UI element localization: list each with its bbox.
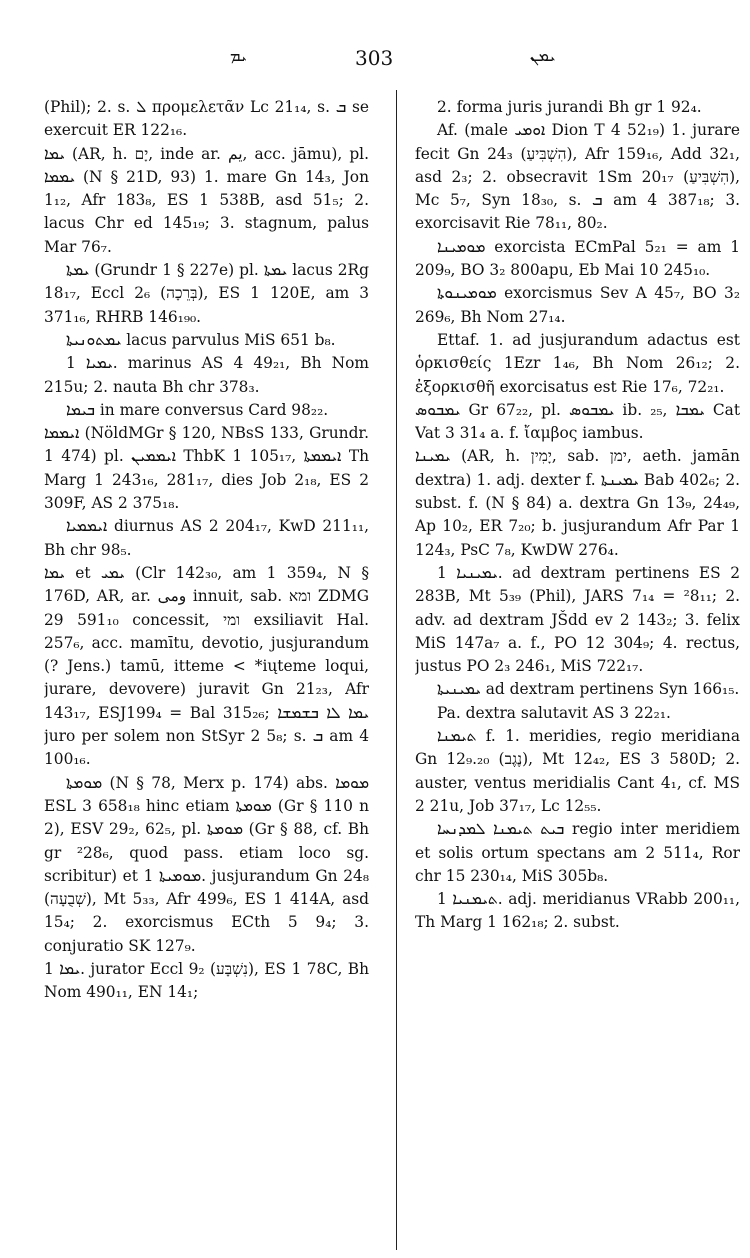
entry: ܝܡܝܢܝܬܐ ad dextram pertinens Syn 166₁₅. (437, 680, 740, 699)
entry: (Phil); 2. s. ܠ προμελετᾶν Lc 21₁₄, s. ܒ se exercuit ER 122₁₆. (44, 98, 369, 140)
page-number: 303 (355, 46, 394, 70)
entry: ܬܝܡܢܝܐ 1. adj. meridianus VRabb 200₁₁, Th Marg 1 162₁₈; 2. subst. (415, 890, 740, 932)
entry: Ettaf. 1. ad jusjurandum adactus est ὁρκισθείς 1Ezr 1₄₆, Bh Nom 26₁₂; 2. ἐξορκισθῆ exorcisatus est Rie 17₆, 72₂₁. (415, 330, 740, 396)
entry: ܡܘܡܬܐ (N § 78, Merx p. 174) abs. ܡܘܡܐ ESL 3 658₁₈ hinc etiam ܡܘܡܬܐ (Gr § 110 n 2), ESV 29₂, 62₅, pl. ܡܘܡܬܐ (Gr § 88, cf. Bh gr ²28₆, quod pass. etiam loco sg. scribitur) et ܡܘܡܝܬܐ 1. jusjurandum Gn 24₈ (שְׁבֻעָה), Mt 5₃₃, Afr 499₆, ES 1 414A, asd 15₄; 2. exorcismus ECth 5 9₄; 3. conjuratio SK 127₉. (44, 773, 369, 955)
entry: ܝܡܐ et ܝܡܝ (Clr 142₃₀, am 1 359₄, N § 176D, AR, ar. ومى innuit, sab. ומא ZDMG 29 591₁₀ concessit, ומי exsiliavit Hal. 257₆, acc. mamītu, devotio, jusjurandum (? Jens.) tamū, itteme < *iųteme loqui, jurare, devovere) juravit Gn 21₂₃, Afr 143₁₇, ESJ199₄ = Bal 315₂₆; ܝܡܐ ܠܐ ܒܫܡܫܐ juro per solem non StSyr 2 5₈; s. ܒ am 4 100₁₆. (44, 563, 369, 769)
page-header (40, 46, 710, 76)
entry: ܝܡܐ 1. jurator Eccl 9₂ (נִשְׁבָּע), ES 1 78C, Bh Nom 490₁₁, EN 14₁; (44, 959, 369, 1002)
entry: ܒܝܡܐ in mare conversus Card 98₂₂. (66, 400, 329, 419)
entry: ܝܡܝܢܐ (AR, h. יָמִין, sab. ימן, aeth. jamān dextra) 1. adj. dexter f. ܝܡܝܢܬܐ Bab 402₆; 2. subst. f. (N § 84) a. dextra Gn 13₉, 24₄₉, Ap 10₂, ER 7₂₀; b. jusjurandum Afr Par 1 124₃, PsC 7₈, KwDW 276₄. (415, 447, 740, 559)
entry: ܡܘܡܝܢܐ exorcista ECmPal 5₂₁ = am 1 209₉, BO 3₂ 800apu, Eb Mai 10 245₁₀. (415, 237, 740, 280)
entry: ܬܝܡܢܐ f. 1. meridies, regio meridiana Gn 12₉.₂₀ (נֶגֶב), Mt 12₄₂, ES 3 580D; 2. auster, ventus meridialis Cant 4₁, cf. MS 2 21u, Job 37₁₇, Lc 12₅₅. (415, 727, 740, 815)
entry: ܝܡܝܢܝܐ 1. ad dextram pertinens ES 2 283B, Mt 5₃₉ (Phil), JARS 7₁₄ = ²8₁₁; 2. adv. ad dextram JŠdd ev 2 143₂; 3. felix MiS 147a₇ a. f., PO 12 304₉; 4. rectus, justus PO 2₃ 246₁, MiS 722₁₇. (415, 563, 740, 676)
entry: ܝܡܝܐ 1. marinus AS 4 49₂₁, Bh Nom 215u; 2. nauta Bh chr 378₃. (44, 354, 369, 396)
left-column (44, 96, 369, 1246)
right-column (415, 96, 740, 1246)
column-divider (396, 90, 397, 1250)
entry: ܝܡܬܘܢܝܬܐ lacus parvulus MiS 651 b₈. (66, 330, 336, 349)
right-running-head: ܝܡܢ (530, 46, 556, 65)
left-running-head: ܝܡ (230, 46, 247, 65)
entry: ܝܡܬܐ (Grundr 1 § 227e) pl. ܝܡܬܐ lacus 2Rg 18₁₇, Eccl 2₆ (בְּרֵכָה), ES 1 120E, am 3 371₁₆, RHRB 146₁₉₀. (44, 261, 369, 326)
entry: 2. forma juris jurandi Bh gr 1 92₄. (437, 98, 702, 116)
entry: ܐܝܡܡܐ (NöldMGr § 120, NBsS 133, Grundr. 1 474) pl. ܐܝܡܡܝܢ ThbK 1 105₁₇, ܐܝܡܡܬܐ Th Marg 1 243₁₆, 281₁₇, dies Job 2₁₈, ES 2 309F, AS 2 375₁₈. (44, 424, 369, 513)
entry: ܐܝܡܡܝܐ diurnus AS 2 204₁₇, KwD 211₁₁, Bh chr 98₅. (44, 517, 369, 559)
entry: Af. (male ܐܘܡܝ Dion T 4 52₁₉) 1. jurare fecit Gn 24₃ (הִשְׁבִּיעַ), Afr 159₁₆, Add 32₁, asd 2₃; 2. obsecravit 1Sm 20₁₇ (הִשְׁבִּיעַ), Mc 5₇, Syn 18₃₀, s. ܒ am 4 387₁₈; 3. exorcisavit Rie 78₁₁, 80₂. (415, 121, 740, 233)
entry: ܡܘܡܝܢܘܬܐ exorcismus Sev A 45₇, BO 3₂ 269₆, Bh Nom 27₁₄. (415, 284, 740, 326)
entry: ܝܡܐ (AR, h. יָם, inde ar. يم, acc. jāmu), pl. ܝܡܡܐ (N § 21D, 93) 1. mare Gn 14₃, Jon 1₁₂, Afr 183₈, ES 1 538B, asd 51₅; 2. lacus Chr ed 145₁₉; 3. stagnum, palus Mar 76₇. (44, 144, 369, 256)
entry: Pa. dextra salutavit AS 3 22₂₁. (437, 703, 671, 722)
entry: ܝܡܒܘܣ Gr 67₂₂, pl. ܝܡܒܘܣ ib. ₂₅, ܝܡܒܐ Cat Vat 3 31₄ a. f. ἴαμβος iambus. (415, 400, 740, 443)
entry: ܒܝܬ ܬܝܡܢܐ ܠܡܕܢܚܐ regio inter meridiem et solis ortum spectans am 2 511₄, Ror chr 15 230₁₄, MiS 305b₈. (415, 820, 740, 885)
